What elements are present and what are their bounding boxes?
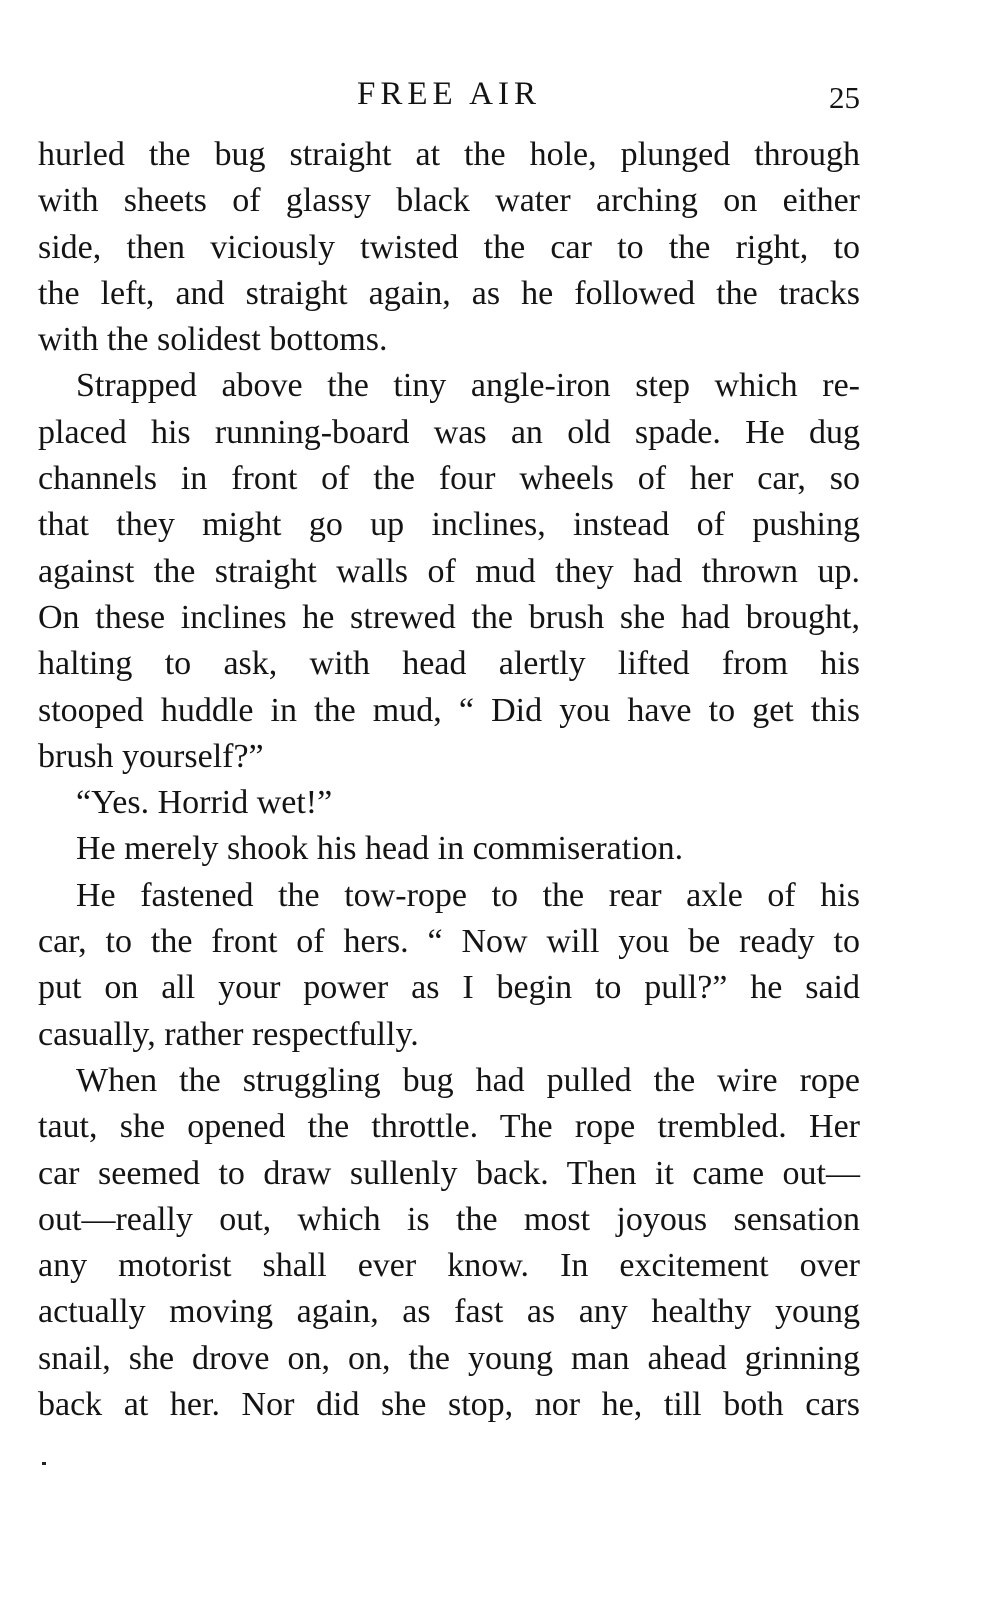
text-line: halting to ask, with head alertly lifted from his — [38, 645, 860, 683]
text-line: placed his running-board was an old spade. He dug — [38, 413, 860, 451]
text-line: “Yes. Horrid wet!” — [76, 784, 333, 822]
text-line: actually moving again, as fast as any healthy young — [38, 1293, 860, 1331]
text-line: He fastened the tow-rope to the rear axle of his — [76, 876, 860, 914]
print-speck — [42, 1462, 46, 1465]
text-line: Strapped above the tiny angle-iron step which re- — [76, 367, 860, 405]
text-line: brush yourself?” — [38, 737, 264, 775]
text-line: casually, rather respectfully. — [38, 1015, 419, 1053]
text-line: back at her. Nor did she stop, nor he, till both cars — [38, 1386, 860, 1424]
text-line: car seemed to draw sullenly back. Then it came out— — [38, 1154, 860, 1192]
text-line: He merely shook his head in commiseration. — [76, 830, 684, 868]
text-line: with the solidest bottoms. — [38, 321, 388, 359]
text-line: any motorist shall ever know. In excitement over — [38, 1247, 860, 1285]
text-line: stooped huddle in the mud, “ Did you have to get this — [38, 691, 860, 729]
text-line: against the straight walls of mud they had thrown up. — [38, 552, 860, 590]
text-line: taut, she opened the throttle. The rope trembled. Her — [38, 1108, 860, 1146]
text-line: On these inclines he strewed the brush she had brought, — [38, 598, 860, 636]
running-title: FREE AIR — [357, 76, 541, 112]
text-line: put on all your power as I begin to pull?” he said — [38, 969, 860, 1007]
text-line: snail, she drove on, on, the young man ahead grinning — [38, 1339, 860, 1377]
text-line: with sheets of glassy black water arching on either — [38, 182, 860, 220]
text-line: the left, and straight again, as he followed the tracks — [38, 274, 860, 312]
page-number: 25 — [829, 80, 860, 115]
running-header — [38, 72, 860, 116]
body-text — [38, 132, 860, 1428]
text-line: hurled the bug straight at the hole, plunged through — [38, 136, 860, 173]
text-line: side, then viciously twisted the car to the right, to — [38, 228, 860, 266]
text-line: channels in front of the four wheels of her car, so — [38, 460, 860, 498]
text-line: car, to the front of hers. “ Now will you be ready to — [38, 923, 860, 961]
text-line: out—really out, which is the most joyous sensation — [38, 1200, 860, 1238]
text-line: When the struggling bug had pulled the wire rope — [76, 1061, 860, 1099]
text-line: that they might go up inclines, instead of pushing — [38, 506, 860, 544]
